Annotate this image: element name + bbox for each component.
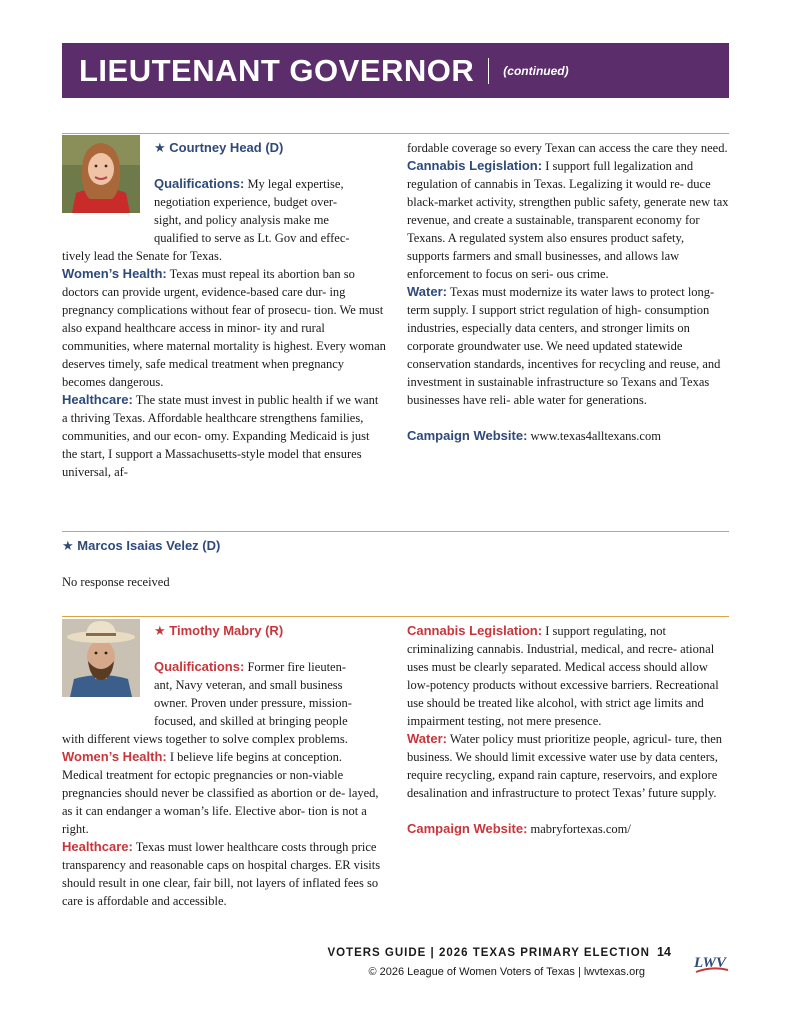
campaign-website: Campaign Website: mabryfortexas.com/ <box>407 821 631 836</box>
water-label: Water <box>407 284 443 299</box>
candidate-name: ★ Timothy Mabry (R) <box>154 623 284 638</box>
womens-health-text: I believe life begins at conception. Medical treatment for ectopic pregnancies or non-viable pregnancies should never be classified as abortion or de- layed, as it can endanger a woman’s life. Elective abor- tion is not a right. <box>62 750 379 836</box>
footer-guide-title: VOTERS GUIDE | 2026 TEXAS PRIMARY ELECTION <box>327 947 650 959</box>
womens-health-text: Texas must repeal its abortion ban so doctors can provide urgent, evidence-based care dur- ing pregnancy complications without fear of prosecu- tion. We must also expand healthcare access in minor- ity and rural communities, where maternal mortality is highest. Every woman deserves timely, safe medical treatment when pregnancy becomes dangerous. <box>62 267 386 389</box>
water-text: Texas must modernize its water laws to protect long-term supply. I support strict regulation of high- consumption industries, especially data centers, and stronger limits on corporate groundwater use. We need updated statewide conservation standards, incentives for recycling and reuse, and investment in sustainable infrastructure so Texans and Texas businesses have reli- able water for generations. <box>407 285 721 407</box>
cannabis-paragraph: Cannabis Legislation: I support regulating, not criminalizing cannabis. Industrial, medical, and recre- ational uses must be clearly separated. Medical access should allow low-potency products without excessive barriers. Recreational use should be treated like alcohol, with strict age limits and impairment testing, not mere presence. <box>407 623 719 728</box>
water-label: Water <box>407 731 443 746</box>
qualifications-text-line: with different views together to solve complex problems. <box>62 732 348 746</box>
candidate-velez-block <box>62 537 729 591</box>
lwv-logo-text: LWV <box>694 955 726 971</box>
section-divider <box>62 616 729 617</box>
womens-health-label: Women’s Health <box>62 266 163 281</box>
banner-divider <box>488 58 489 84</box>
qualifications-text-line: tively lead the Senate for Texas. <box>62 249 222 263</box>
qualifications-label: Qualifications <box>154 659 240 674</box>
lwv-logo-icon <box>692 950 732 978</box>
qualifications-text-line: owner. Proven under pressure, mission- <box>154 696 352 710</box>
campaign-website: Campaign Website: www.texas4alltexans.com <box>407 428 661 443</box>
cannabis-text: I support regulating, not criminalizing cannabis. Industrial, medical, and recre- ational uses must be clearly separated. Medical access should allow low-potency products without excessive barriers. Recreational use should be treated like alcohol, with strict age limits and impairment testing, not mere presence. <box>407 624 719 728</box>
qualifications-paragraph: Qualifications: Former fire lieuten- <box>154 659 347 674</box>
healthcare-paragraph: Healthcare: The state must invest in public health if we want a thriving Texas. Affordable healthcare strengthens families, communities, and our econ- omy. Expanding Medicaid is just the start, I support a Massachusetts-style model that ensures universal, af- <box>62 392 379 479</box>
healthcare-text: The state must invest in public health if we want a thriving Texas. Affordable healthcare strengthens families, communities, and our econ- omy. Expanding Medicaid is just the start, I support a Massachusetts-style model that ensures universal, af- <box>62 393 379 479</box>
section-divider <box>62 531 729 532</box>
womens-health-paragraph: Women’s Health: Texas must repeal its abortion ban so doctors can provide urgent, evidence-based care dur- ing pregnancy complications without fear of prosecu- tion. We must also expand healthcare access in minor- ity and rural communities, where maternal mortality is highest. Every woman deserves timely, safe medical treatment when pregnancy becomes dangerous. <box>62 266 386 389</box>
water-text: Water policy must prioritize people, agricul- ture, then business. We should limit excessive water use by data centers, require recycling, expand rain capture, reservoirs, and explore desalination and infrastructure to protect Texas’ future supply. <box>407 732 723 800</box>
healthcare-continued-text: fordable coverage so every Texan can access the care they need. <box>407 141 728 155</box>
qualifications-text-line: focused, and skilled at bringing people <box>154 714 348 728</box>
candidate-name: ★ Courtney Head (D) <box>154 140 284 155</box>
section-banner <box>62 43 729 98</box>
healthcare-label: Healthcare <box>62 392 129 407</box>
womens-health-label: Women’s Health <box>62 749 163 764</box>
candidate-mabry-right-column <box>407 622 729 838</box>
womens-health-paragraph: Women’s Health: I believe life begins at conception. Medical treatment for ectopic pregnancies or non-viable pregnancies should never be classified as abortion or de- layed, as it can endanger a woman’s life. Elective abor- tion is not a right. <box>62 749 379 836</box>
qualifications-text-line: qualified to serve as Lt. Gov and effec- <box>154 231 350 245</box>
cannabis-text: I support full legalization and regulation of cannabis in Texas. Legalizing it would re- duce black-market activity, strengthen public safety, generate new tax revenue, and create a sustainable, transparent economy for Texans. A regulated system also ensures product safety, supports farmers and small businesses, and allows law enforcement to focus on seri- ous crime. <box>407 159 729 281</box>
page-subtitle: (continued) <box>503 63 569 78</box>
cannabis-paragraph: Cannabis Legislation: I support full legalization and regulation of cannabis in Texas. Legalizing it would re- duce black-market activity, strengthen public safety, generate new tax revenue, and create a sustainable, transparent economy for Texans. A regulated system also ensures product safety, supports farmers and small businesses, and allows law enforcement to focus on seri- ous crime. <box>407 158 729 281</box>
page-title: LIEUTENANT GOVERNOR <box>79 52 475 88</box>
qualifications-label: Qualifications <box>154 176 240 191</box>
candidate-head-right-column <box>407 139 729 445</box>
campaign-website-label: Campaign Website <box>407 428 524 443</box>
footer-copyright: © 2026 League of Women Voters of Texas | lwvtexas.org <box>368 966 645 978</box>
qualifications-text: My legal expertise, <box>247 177 344 191</box>
no-response-text: No response received <box>62 575 170 589</box>
campaign-website-link[interactable]: www.texas4alltexans.com <box>530 429 661 443</box>
section-divider <box>62 133 729 134</box>
campaign-website-label: Campaign Website <box>407 821 524 836</box>
healthcare-text: Texas must lower healthcare costs through price transparency and reasonable caps on hospital charges. ER visits should result in one clear, fair bill, not layers of inflated fees so care is affordable and accessible. <box>62 840 381 908</box>
candidate-head-left-column <box>62 139 386 481</box>
water-paragraph: Water: Water policy must prioritize people, agricul- ture, then business. We should limit excessive water use by data centers, require recycling, expand rain capture, reservoirs, and explore desalination and infrastructure to protect Texas’ future supply. <box>407 731 723 800</box>
qualifications-text-line: negotiation experience, budget over- <box>154 195 338 209</box>
qualifications-text-line: sight, and policy analysis make me <box>154 213 329 227</box>
water-paragraph: Water: Texas must modernize its water laws to protect long-term supply. I support strict regulation of high- consumption industries, especially data centers, and stronger limits on corporate groundwater use. We need updated statewide conservation standards, incentives for recycling and reuse, and investment in sustainable infrastructure so Texans and Texas businesses have reli- able water for generations. <box>407 284 721 407</box>
campaign-website-link[interactable]: mabryfortexas.com/ <box>530 822 631 836</box>
qualifications-text: Former fire lieuten- <box>247 660 347 674</box>
cannabis-label: Cannabis Legislation <box>407 158 538 173</box>
candidate-mabry-left-column <box>62 622 386 910</box>
healthcare-paragraph: Healthcare: Texas must lower healthcare costs through price transparency and reasonable caps on hospital charges. ER visits should result in one clear, fair bill, not layers of inflated fees so care is affordable and accessible. <box>62 839 381 908</box>
page-number: 14 <box>657 945 671 959</box>
qualifications-text-line: ant, Navy veteran, and small business <box>154 678 343 692</box>
healthcare-label: Healthcare <box>62 839 129 854</box>
qualifications-paragraph: Qualifications: My legal expertise, <box>154 176 344 191</box>
candidate-name: ★ Marcos Isaias Velez (D) <box>62 538 221 553</box>
cannabis-label: Cannabis Legislation <box>407 623 538 638</box>
